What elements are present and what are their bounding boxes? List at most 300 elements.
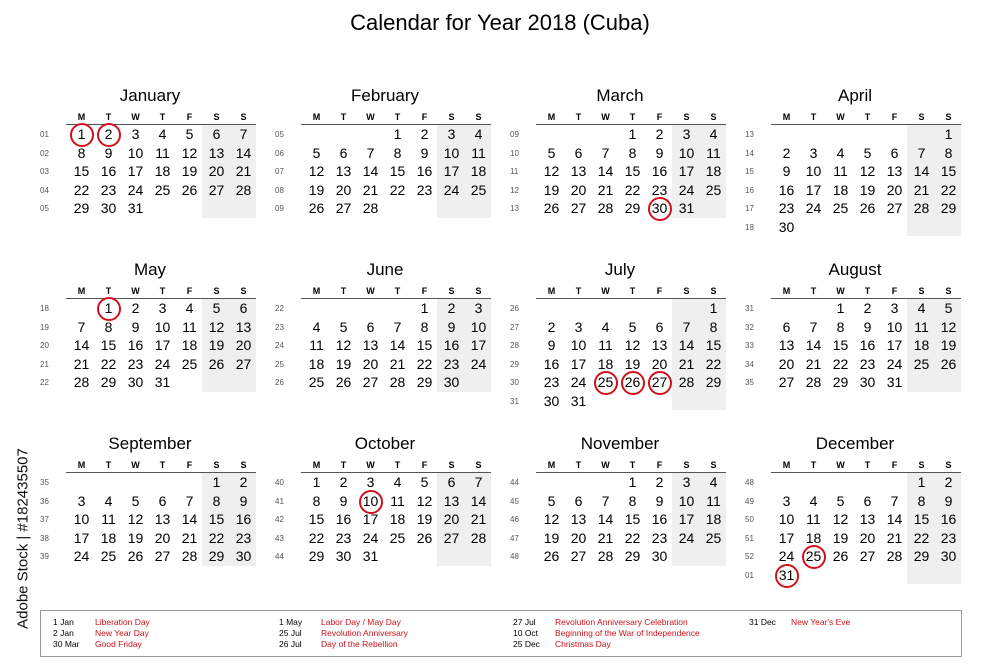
day-cell: 18 <box>705 163 722 179</box>
week-number: 17 <box>745 204 754 213</box>
legend-entry <box>279 639 408 650</box>
day-cell: 3 <box>682 126 691 142</box>
weekday-label: M <box>782 112 791 122</box>
day-cell: 18 <box>597 355 614 372</box>
day-cell: 29 <box>308 548 325 564</box>
weekday-label: M <box>77 286 86 296</box>
day-cell: 3 <box>890 300 899 316</box>
day-cell: 31 <box>362 548 379 564</box>
day-cell: 2 <box>782 144 791 161</box>
day-cell: 13 <box>570 163 587 179</box>
day-cell: 13 <box>886 163 903 179</box>
day-cell: 30 <box>335 548 352 564</box>
day-cell: 10 <box>127 144 144 161</box>
day-cell: 13 <box>335 163 352 179</box>
weekday-label: T <box>575 112 582 122</box>
holiday-day: 10 <box>357 491 384 511</box>
day-cell: 18 <box>389 511 406 527</box>
day-cell: 17 <box>443 163 460 179</box>
day-cell: 9 <box>131 318 140 335</box>
day-cell: 8 <box>628 492 637 509</box>
week-number: 28 <box>510 341 519 350</box>
legend-date: 10 Oct <box>513 628 539 638</box>
month-october <box>275 434 495 584</box>
day-cell: 5 <box>131 492 140 509</box>
day-cell: 4 <box>104 492 113 509</box>
week-number: 42 <box>275 515 284 524</box>
legend-holiday-name: Good Friday <box>95 639 142 649</box>
day-cell: 25 <box>832 200 849 216</box>
day-cell: 18 <box>470 163 487 179</box>
weekday-label: T <box>340 460 347 470</box>
day-cell: 24 <box>886 355 903 372</box>
day-cell: 15 <box>940 163 957 179</box>
day-cell: 29 <box>940 200 957 216</box>
day-cell: 26 <box>208 355 225 372</box>
month-april <box>745 86 965 236</box>
weekday-label: S <box>683 112 690 122</box>
weekday-label: T <box>159 460 166 470</box>
weekday-label: S <box>240 286 247 296</box>
day-cell: 23 <box>335 529 352 546</box>
week-number: 16 <box>745 185 754 195</box>
week-number: 32 <box>745 322 754 332</box>
week-number: 39 <box>40 552 49 561</box>
day-cell: 20 <box>443 511 460 527</box>
weekday-label: T <box>105 112 112 122</box>
day-cell: 6 <box>366 318 375 335</box>
day-cell: 24 <box>362 529 379 546</box>
day-cell: 5 <box>339 318 348 335</box>
day-cell: 16 <box>940 511 957 527</box>
day-cell: 31 <box>886 374 903 390</box>
legend-entry <box>513 628 700 639</box>
legend-entry <box>749 617 850 628</box>
day-cell: 21 <box>913 181 930 198</box>
day-cell: 22 <box>416 355 433 372</box>
day-cell: 22 <box>389 181 406 198</box>
day-cell: 15 <box>208 511 225 527</box>
day-cell: 13 <box>235 318 252 335</box>
day-cell: 13 <box>362 337 379 353</box>
day-cell: 2 <box>239 474 248 490</box>
day-cell: 28 <box>805 374 822 390</box>
day-cell: 17 <box>678 511 695 527</box>
weekday-label: F <box>656 112 663 122</box>
day-cell: 13 <box>208 144 225 161</box>
day-cell: 5 <box>863 144 872 161</box>
day-cell: 15 <box>913 511 930 527</box>
day-cell: 15 <box>832 337 849 353</box>
day-cell: 18 <box>805 529 822 546</box>
weekday-label: T <box>394 112 401 122</box>
week-number: 21 <box>40 359 49 369</box>
weekday-label: S <box>448 286 455 296</box>
weekday-label: T <box>864 460 871 470</box>
week-number: 31 <box>745 304 754 313</box>
day-cell: 22 <box>100 355 117 372</box>
day-cell: 7 <box>682 318 691 335</box>
day-cell: 30 <box>235 548 252 564</box>
day-cell: 13 <box>651 337 668 353</box>
weekday-label: F <box>656 460 663 470</box>
day-cell: 27 <box>208 181 225 198</box>
weekday-label: T <box>810 460 817 470</box>
week-number: 26 <box>275 378 284 387</box>
holiday-day: 25 <box>592 372 619 392</box>
week-number: 18 <box>745 222 754 232</box>
legend-holiday-name: Christmas Day <box>555 639 611 649</box>
day-cell: 29 <box>624 548 641 564</box>
day-cell: 31 <box>570 392 587 409</box>
weekday-label: S <box>240 112 247 122</box>
day-cell: 2 <box>131 300 140 316</box>
weekday-label: S <box>240 460 247 470</box>
day-cell: 23 <box>940 529 957 546</box>
day-cell: 21 <box>597 181 614 198</box>
week-number: 24 <box>275 341 284 350</box>
day-cell: 27 <box>335 200 352 216</box>
week-number: 27 <box>510 322 519 332</box>
day-cell: 9 <box>447 318 456 335</box>
weekday-label: S <box>475 112 482 122</box>
day-cell: 6 <box>212 126 221 142</box>
day-cell: 26 <box>335 374 352 390</box>
day-cell: 16 <box>859 337 876 353</box>
day-cell: 26 <box>416 529 433 546</box>
week-number: 48 <box>745 478 754 487</box>
header-rule <box>771 124 961 125</box>
weekday-label: W <box>601 460 610 470</box>
day-cell: 11 <box>706 492 721 509</box>
week-number: 25 <box>275 359 284 369</box>
month-may <box>40 260 260 410</box>
day-cell: 10 <box>678 144 695 161</box>
day-cell: 4 <box>709 474 718 490</box>
day-cell: 4 <box>393 474 402 490</box>
week-number: 03 <box>40 167 49 176</box>
day-cell: 16 <box>651 511 668 527</box>
day-cell: 4 <box>709 126 718 142</box>
legend-holiday-name: Revolution Anniversary Celebration <box>555 617 688 627</box>
week-number: 51 <box>745 533 754 543</box>
weekday-label: F <box>421 286 428 296</box>
day-cell: 4 <box>312 318 321 335</box>
day-cell: 27 <box>570 200 587 216</box>
month-name: February <box>350 86 420 105</box>
day-cell: 20 <box>886 181 903 198</box>
month-name: November <box>580 434 660 453</box>
weekday-label: W <box>366 286 375 296</box>
day-cell: 30 <box>543 392 560 409</box>
day-cell: 14 <box>886 511 903 527</box>
day-cell: 12 <box>624 337 641 353</box>
day-cell: 20 <box>859 529 876 546</box>
day-cell: 28 <box>886 548 903 564</box>
day-cell: 19 <box>127 529 144 546</box>
week-number: 15 <box>745 167 754 176</box>
day-cell: 15 <box>624 163 641 179</box>
week-number: 19 <box>40 322 49 332</box>
day-cell: 3 <box>474 300 483 316</box>
weekday-label: T <box>159 286 166 296</box>
day-cell: 4 <box>158 126 167 142</box>
day-cell: 14 <box>597 163 614 179</box>
day-cell: 11 <box>833 163 848 179</box>
day-cell: 3 <box>158 300 167 316</box>
week-number: 02 <box>40 148 49 158</box>
day-cell: 20 <box>778 355 795 372</box>
day-cell: 16 <box>443 337 460 353</box>
day-cell: 30 <box>443 374 460 390</box>
day-cell: 11 <box>182 318 197 335</box>
day-cell: 28 <box>362 200 379 216</box>
weekday-label: M <box>547 112 556 122</box>
week-number: 48 <box>510 552 519 561</box>
day-cell: 20 <box>335 181 352 198</box>
day-cell: 15 <box>624 511 641 527</box>
holiday-day: 30 <box>646 198 673 218</box>
weekday-label: F <box>891 112 898 122</box>
day-cell: 15 <box>416 337 433 353</box>
day-cell: 4 <box>474 126 483 142</box>
day-cell: 25 <box>308 374 325 390</box>
week-number: 29 <box>510 359 519 369</box>
legend-date: 30 Mar <box>53 639 80 649</box>
day-cell: 7 <box>601 144 610 161</box>
month-name: October <box>354 434 416 453</box>
weekday-label: S <box>710 112 717 122</box>
day-cell: 19 <box>624 355 641 372</box>
day-cell: 23 <box>651 529 668 546</box>
legend-holiday-name: Beginning of the War of Independence <box>555 628 700 638</box>
day-cell: 3 <box>782 492 791 509</box>
day-cell: 13 <box>154 511 171 527</box>
week-number: 22 <box>275 304 284 313</box>
week-number: 01 <box>40 130 49 139</box>
legend-date: 1 May <box>279 617 303 627</box>
day-cell: 26 <box>543 548 560 564</box>
day-cell: 15 <box>705 337 722 353</box>
month-name: July <box>604 260 636 279</box>
day-cell: 5 <box>185 126 194 142</box>
day-cell: 10 <box>678 492 695 509</box>
holiday-day: 27 <box>646 372 673 392</box>
month-december <box>745 434 965 584</box>
day-cell: 25 <box>470 181 487 198</box>
week-number: 14 <box>745 148 754 158</box>
day-cell: 10 <box>443 144 460 161</box>
day-cell: 11 <box>806 511 821 527</box>
day-cell: 27 <box>570 548 587 564</box>
day-cell: 22 <box>624 529 641 546</box>
weekday-label: T <box>810 112 817 122</box>
day-cell: 21 <box>389 355 406 372</box>
week-number: 41 <box>275 496 284 506</box>
week-number: 35 <box>40 478 49 487</box>
day-cell: 28 <box>470 529 487 546</box>
day-cell: 12 <box>308 163 325 179</box>
week-number: 04 <box>40 185 49 195</box>
week-number: 10 <box>510 148 519 158</box>
day-cell: 19 <box>543 181 560 198</box>
day-cell: 10 <box>778 511 795 527</box>
weekday-label: T <box>864 112 871 122</box>
day-cell: 12 <box>127 511 144 527</box>
day-cell: 7 <box>77 318 86 335</box>
week-number: 47 <box>510 533 519 543</box>
day-cell: 17 <box>886 337 903 353</box>
stock-watermark <box>8 430 32 660</box>
weekday-label: F <box>186 286 193 296</box>
day-cell: 21 <box>678 355 695 372</box>
week-number: 46 <box>510 515 519 524</box>
weekday-label: W <box>366 112 375 122</box>
day-cell: 14 <box>73 337 90 353</box>
day-cell: 7 <box>890 492 899 509</box>
day-cell: 4 <box>917 300 926 316</box>
weekday-label: S <box>448 460 455 470</box>
month-september <box>40 434 260 584</box>
day-cell: 6 <box>447 474 456 490</box>
legend-entry <box>279 628 408 639</box>
day-cell: 17 <box>570 355 587 372</box>
weekday-label: T <box>629 286 636 296</box>
day-cell: 4 <box>809 492 818 509</box>
day-cell: 1 <box>312 474 321 490</box>
legend-entry <box>513 617 700 628</box>
weekday-label: T <box>864 286 871 296</box>
day-cell: 7 <box>474 474 483 490</box>
day-cell: 4 <box>185 300 194 316</box>
day-cell: 6 <box>863 492 872 509</box>
day-cell: 9 <box>239 492 248 509</box>
legend-column <box>749 617 850 628</box>
day-cell: 27 <box>235 355 252 372</box>
day-cell: 3 <box>77 492 86 509</box>
month-name: December <box>815 434 895 453</box>
holiday-day: 25 <box>800 546 827 566</box>
week-number: 26 <box>510 304 519 313</box>
week-number: 49 <box>745 496 754 506</box>
day-cell: 2 <box>339 474 348 490</box>
day-cell: 7 <box>393 318 402 335</box>
day-cell: 20 <box>235 337 252 353</box>
day-cell: 10 <box>570 337 587 353</box>
day-cell: 1 <box>393 126 402 142</box>
day-cell: 18 <box>705 511 722 527</box>
weekday-label: F <box>421 460 428 470</box>
day-cell: 30 <box>940 548 957 564</box>
day-cell: 22 <box>913 529 930 546</box>
day-cell: 8 <box>944 144 953 161</box>
day-cell: 6 <box>574 144 583 161</box>
day-cell: 2 <box>655 126 664 142</box>
day-cell: 8 <box>628 144 637 161</box>
legend-holiday-name: Revolution Anniversary <box>321 628 408 638</box>
day-cell: 19 <box>181 163 198 179</box>
weekday-label: S <box>448 112 455 122</box>
weekday-label: T <box>394 286 401 296</box>
weekday-label: T <box>340 112 347 122</box>
weekday-label: S <box>683 460 690 470</box>
day-cell: 17 <box>154 337 171 353</box>
day-cell: 21 <box>597 529 614 546</box>
day-cell: 30 <box>100 200 117 216</box>
day-cell: 19 <box>940 337 957 353</box>
day-cell: 5 <box>212 300 221 316</box>
day-cell: 7 <box>366 144 375 161</box>
day-cell: 29 <box>416 374 433 390</box>
week-number: 09 <box>510 130 519 139</box>
day-cell: 17 <box>470 337 487 353</box>
weekday-label: T <box>575 286 582 296</box>
day-cell: 28 <box>73 374 90 390</box>
legend-entry <box>279 617 408 628</box>
day-cell: 23 <box>235 529 252 546</box>
day-cell: 24 <box>678 529 695 546</box>
week-number: 30 <box>510 378 519 387</box>
day-cell: 1 <box>836 300 845 316</box>
week-number: 44 <box>510 478 519 487</box>
day-cell: 25 <box>705 181 722 198</box>
day-cell: 19 <box>832 529 849 546</box>
day-cell: 20 <box>154 529 171 546</box>
weekday-label: F <box>891 286 898 296</box>
holiday-legend <box>40 610 962 657</box>
day-cell: 9 <box>104 144 113 161</box>
day-cell: 12 <box>335 337 352 353</box>
day-cell: 19 <box>416 511 433 527</box>
day-cell: 11 <box>155 144 170 161</box>
day-cell: 24 <box>570 374 587 390</box>
legend-date: 1 Jan <box>53 617 74 627</box>
day-cell: 11 <box>101 511 116 527</box>
month-name: September <box>108 434 192 453</box>
day-cell: 2 <box>420 126 429 142</box>
day-cell: 11 <box>914 318 929 335</box>
day-cell: 3 <box>366 474 375 490</box>
day-cell: 24 <box>805 200 822 216</box>
day-cell: 24 <box>127 181 144 198</box>
day-cell: 11 <box>390 492 405 509</box>
day-cell: 11 <box>309 337 324 353</box>
day-cell: 12 <box>543 163 560 179</box>
day-cell: 28 <box>597 548 614 564</box>
day-cell: 1 <box>944 126 953 142</box>
day-cell: 16 <box>235 511 252 527</box>
day-cell: 5 <box>547 144 556 161</box>
weekday-label: S <box>475 460 482 470</box>
weekday-label: S <box>945 112 952 122</box>
day-cell: 16 <box>416 163 433 179</box>
month-name: April <box>837 86 872 105</box>
day-cell: 9 <box>782 163 791 179</box>
day-cell: 10 <box>805 163 822 179</box>
legend-holiday-name: Liberation Day <box>95 617 150 627</box>
week-number: 44 <box>275 552 284 561</box>
month-march <box>510 86 730 236</box>
day-cell: 29 <box>208 548 225 564</box>
day-cell: 17 <box>362 511 379 527</box>
day-cell: 7 <box>917 144 926 161</box>
day-cell: 23 <box>443 355 460 372</box>
week-number: 08 <box>275 185 284 195</box>
weekday-label: M <box>782 286 791 296</box>
day-cell: 16 <box>100 163 117 179</box>
day-cell: 24 <box>154 355 171 372</box>
weekday-label: S <box>213 112 220 122</box>
